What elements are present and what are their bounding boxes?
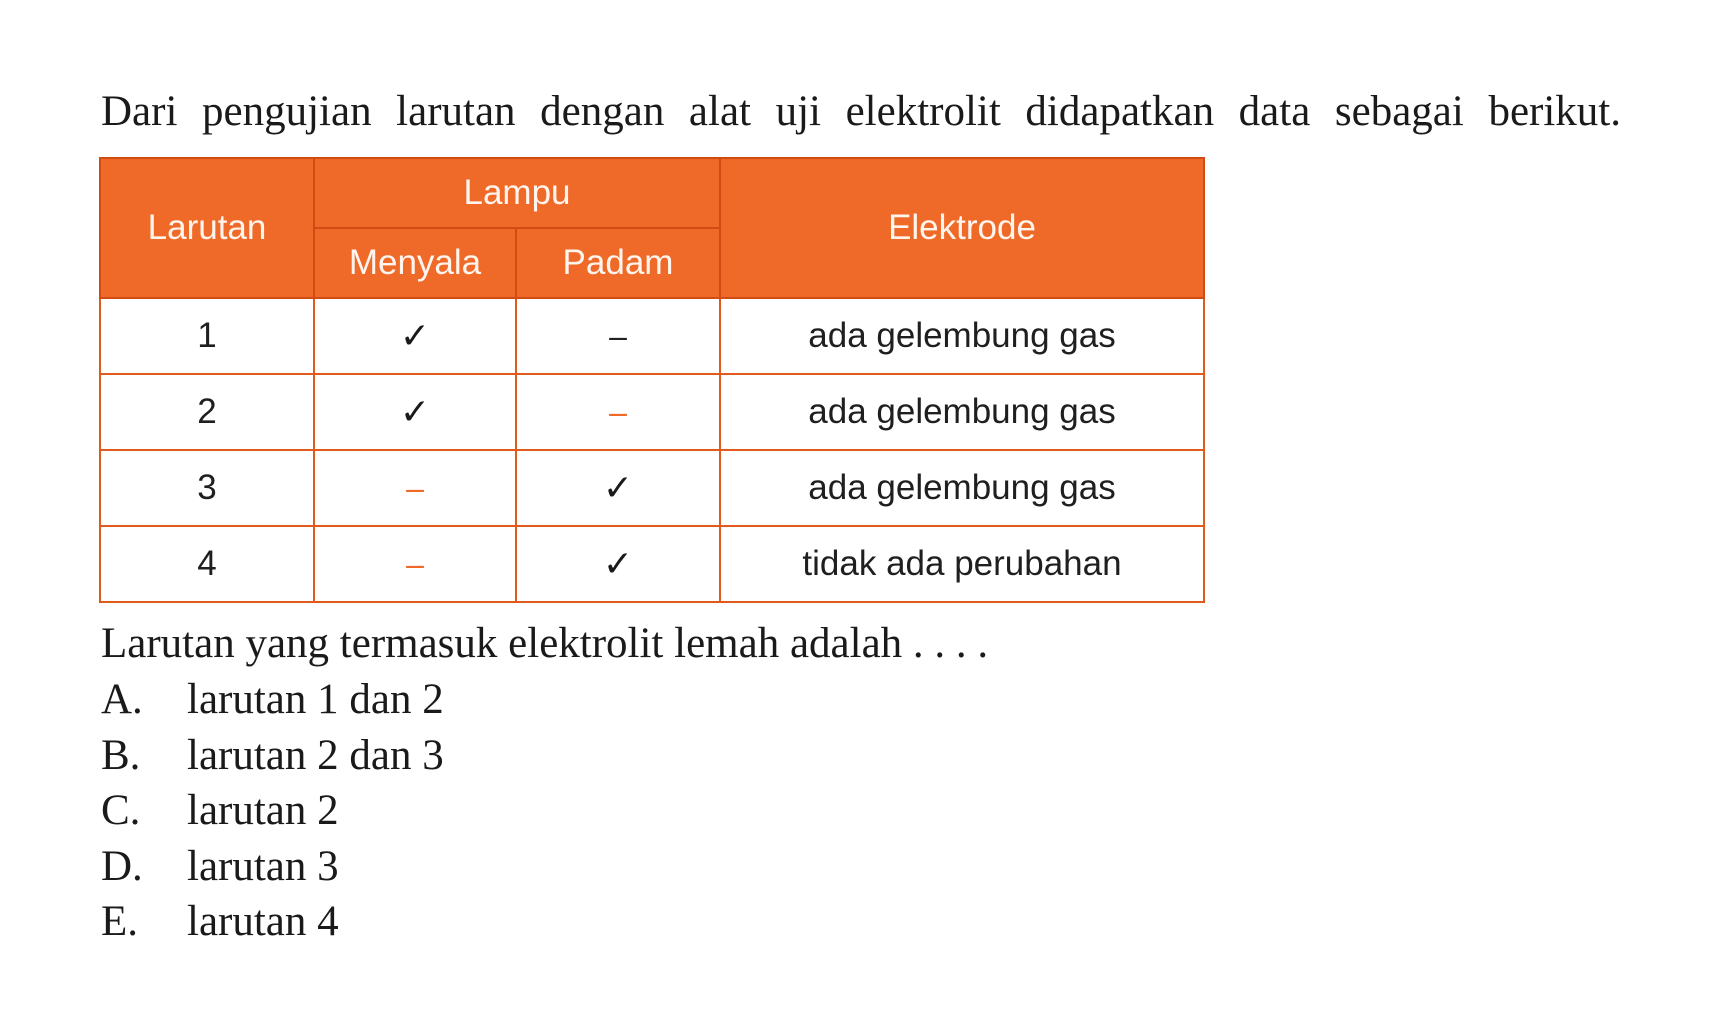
answer-options	[101, 672, 444, 950]
cell-elektrode: ada gelembung gas	[720, 450, 1204, 526]
cell-larutan-no: 1	[100, 298, 314, 374]
option-text: larutan 4	[187, 898, 339, 945]
check-icon: ✓	[399, 391, 431, 433]
option-b[interactable]	[101, 728, 444, 784]
cell-larutan-no: 2	[100, 374, 314, 450]
check-icon: ✓	[602, 467, 634, 509]
header-lampu: Lampu	[314, 158, 720, 228]
option-text: larutan 2 dan 3	[187, 731, 444, 779]
cell-elektrode: tidak ada perubahan	[720, 526, 1204, 602]
option-letter: A.	[101, 676, 143, 723]
question-text: Larutan yang termasuk elektrolit lemah adalah . . . .	[101, 620, 989, 667]
dash-mark: –	[406, 546, 424, 582]
option-e[interactable]	[101, 894, 444, 950]
data-table-container	[99, 157, 1203, 598]
dash-mark: –	[609, 318, 627, 354]
option-letter: B.	[101, 731, 141, 779]
option-text: larutan 3	[187, 842, 339, 890]
option-letter: C.	[101, 787, 141, 834]
table-row	[100, 298, 1204, 374]
option-letter: D.	[101, 842, 143, 890]
dash-mark: –	[406, 470, 424, 506]
table-row	[100, 374, 1204, 450]
cell-larutan-no: 4	[100, 526, 314, 602]
option-c[interactable]	[101, 783, 444, 839]
cell-elektrode: ada gelembung gas	[720, 298, 1204, 374]
option-text: larutan 1 dan 2	[187, 676, 444, 723]
cell-elektrode: ada gelembung gas	[720, 374, 1204, 450]
intro-text: Dari pengujian larutan dengan alat uji elektrolit didapatkan data sebagai berikut.	[101, 88, 1621, 135]
data-table	[99, 157, 1205, 603]
header-padam: Padam	[516, 228, 720, 298]
option-letter: E.	[101, 898, 139, 945]
table-row	[100, 450, 1204, 526]
check-icon: ✓	[399, 315, 431, 357]
table-row	[100, 526, 1204, 602]
header-menyala: Menyala	[314, 228, 516, 298]
header-elektrode: Elektrode	[720, 158, 1204, 298]
option-a[interactable]	[101, 672, 444, 728]
check-icon: ✓	[602, 543, 634, 585]
dash-mark: –	[609, 394, 627, 430]
header-larutan: Larutan	[100, 158, 314, 298]
cell-larutan-no: 3	[100, 450, 314, 526]
option-d[interactable]	[101, 839, 444, 895]
option-text: larutan 2	[187, 787, 339, 834]
